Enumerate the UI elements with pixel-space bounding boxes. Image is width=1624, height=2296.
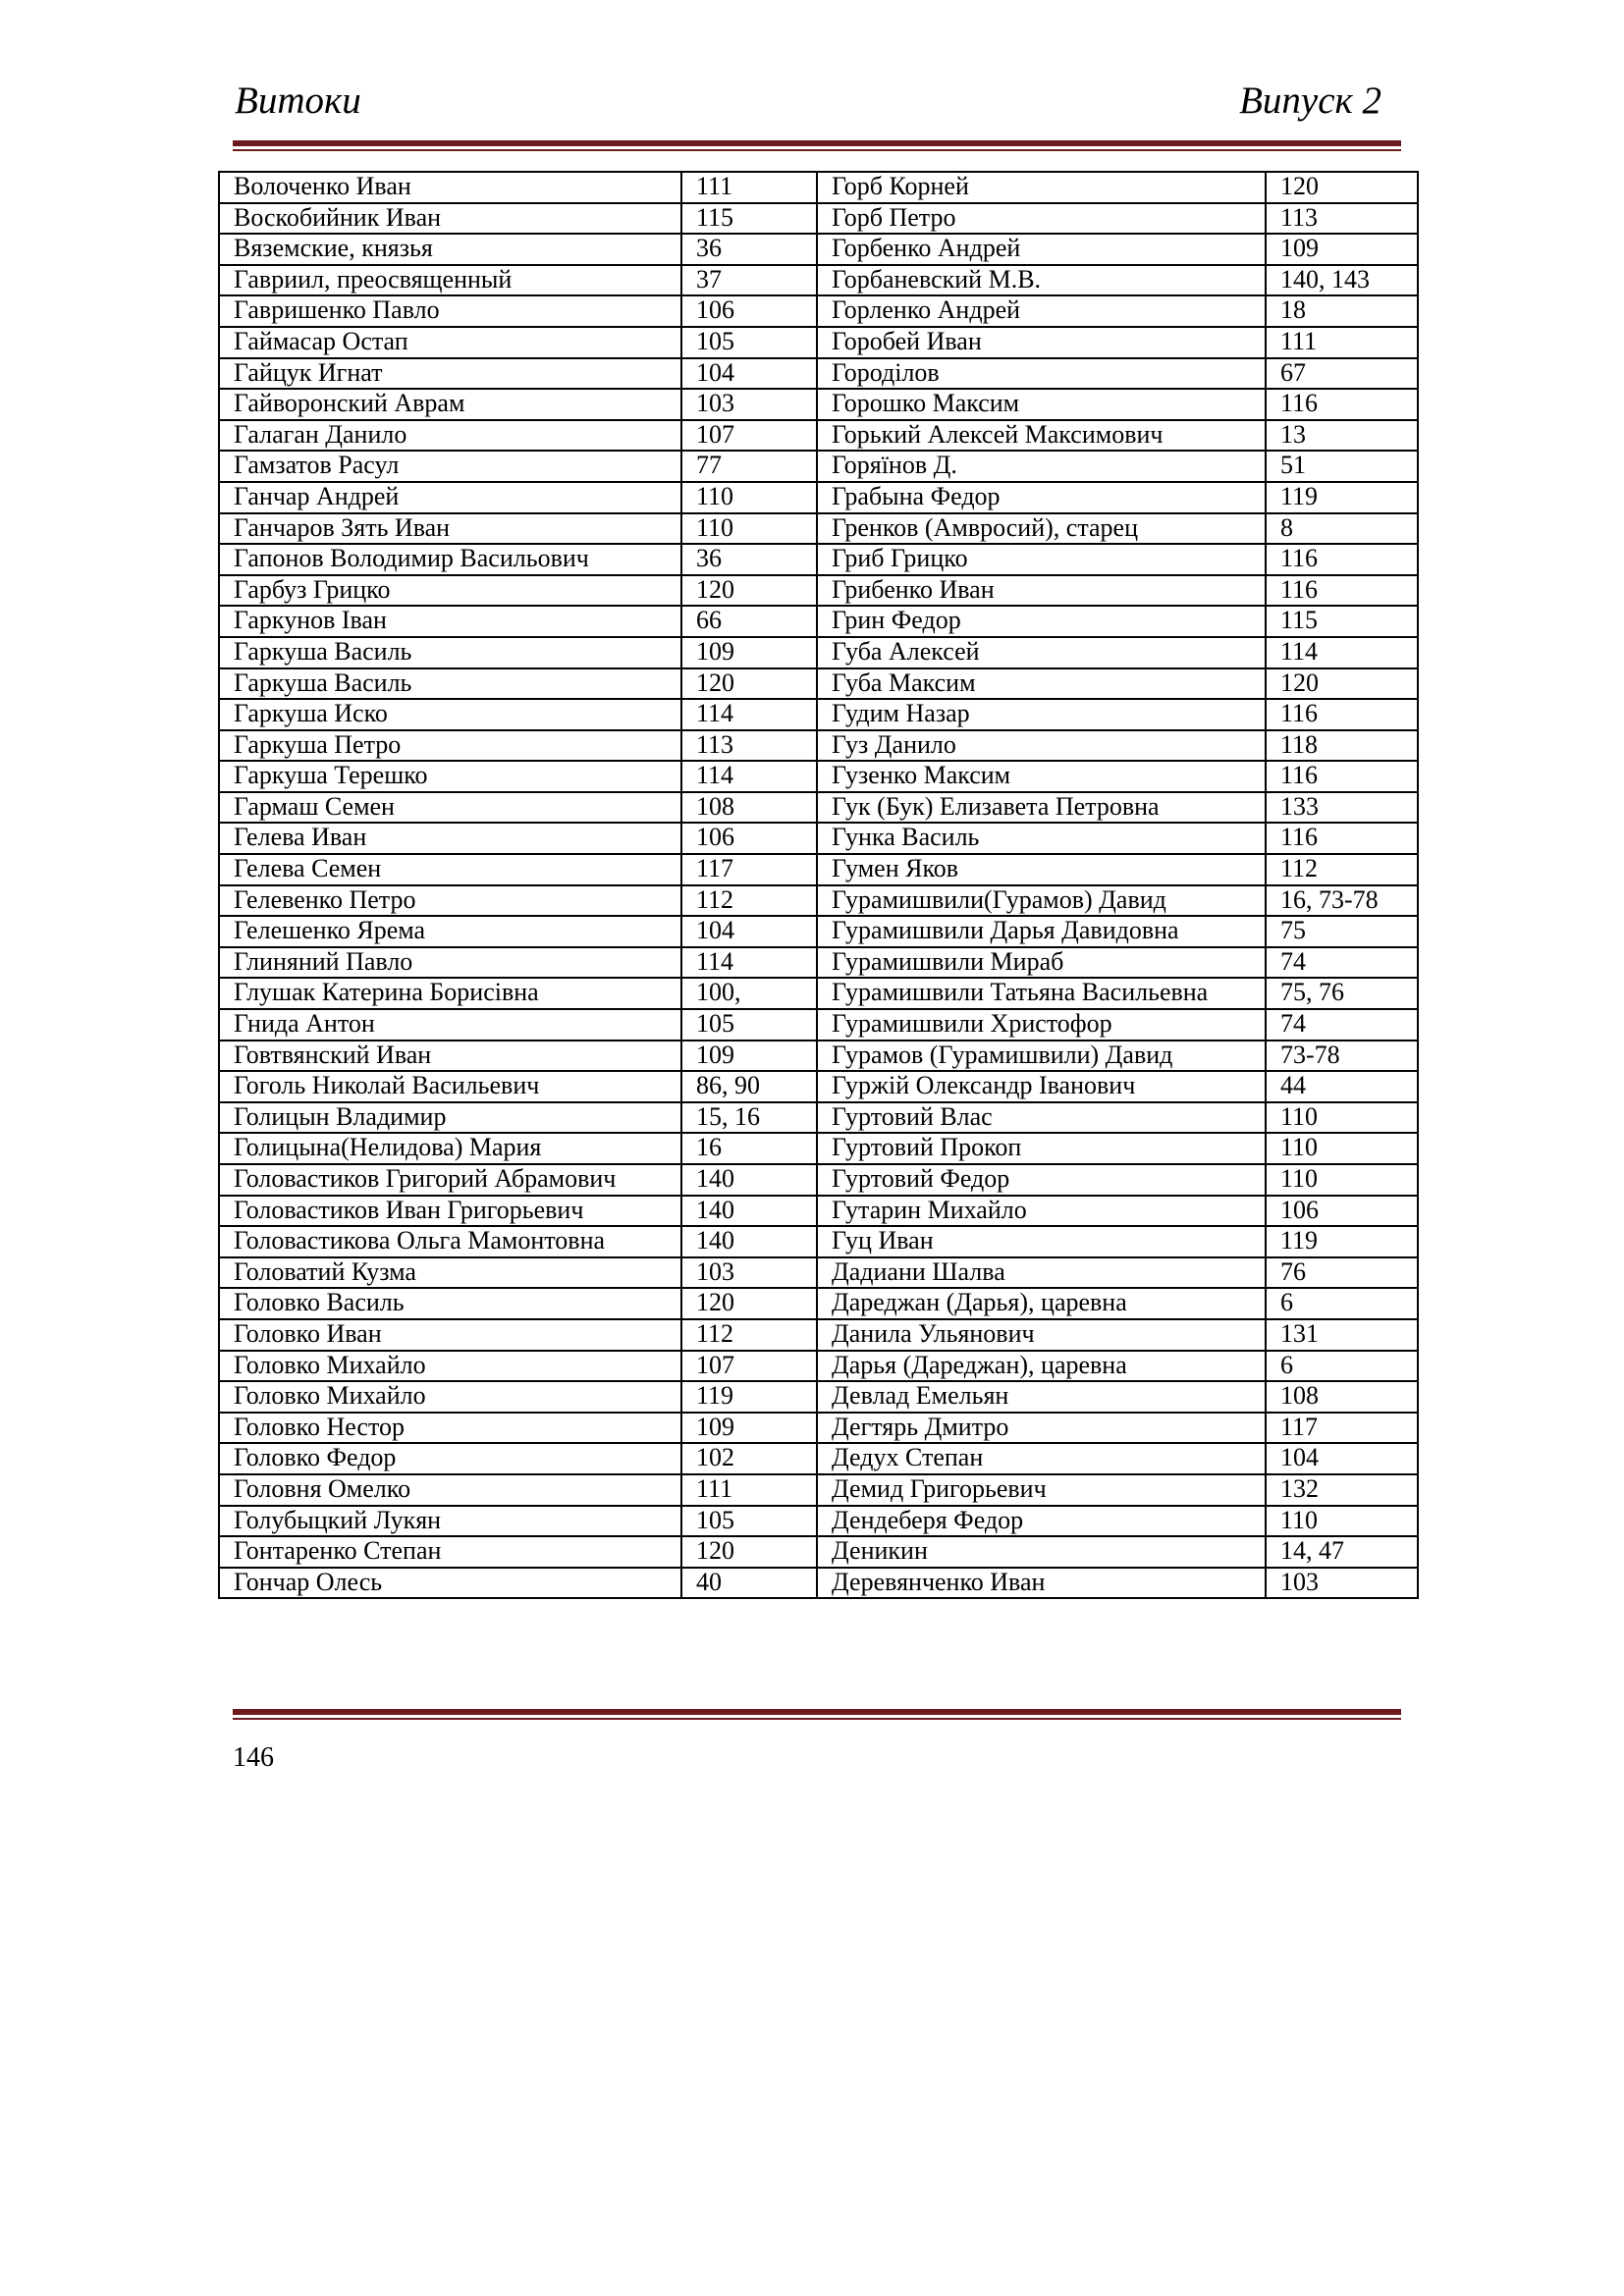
name-right-cell: Гурамишвили Мираб: [817, 947, 1266, 979]
pages-left-cell: 110: [681, 482, 817, 513]
name-right-cell: Губа Алексей: [817, 637, 1266, 668]
name-right-cell: Гуртовий Влас: [817, 1102, 1266, 1134]
pages-left-cell: 37: [681, 265, 817, 296]
table-row: [219, 544, 1418, 575]
name-left-cell: Гончар Олесь: [219, 1568, 681, 1599]
pages-right-cell: 103: [1266, 1568, 1418, 1599]
pages-right-cell: 116: [1266, 575, 1418, 607]
pages-left-cell: 115: [681, 203, 817, 235]
pages-right-cell: 132: [1266, 1474, 1418, 1506]
table-row: [219, 1164, 1418, 1196]
pages-left-cell: 86, 90: [681, 1071, 817, 1102]
pages-right-cell: 106: [1266, 1196, 1418, 1227]
pages-right-cell: 76: [1266, 1257, 1418, 1289]
name-left-cell: Гавриил, преосвященный: [219, 265, 681, 296]
name-index-table: [218, 171, 1419, 1599]
pages-left-cell: 40: [681, 1568, 817, 1599]
pages-left-cell: 102: [681, 1443, 817, 1474]
name-left-cell: Говтвянский Иван: [219, 1041, 681, 1072]
pages-left-cell: 111: [681, 1474, 817, 1506]
pages-right-cell: 16, 73-78: [1266, 885, 1418, 917]
name-left-cell: Гелешенко Ярема: [219, 916, 681, 947]
name-left-cell: Волоченко Иван: [219, 172, 681, 203]
name-left-cell: Гоголь Николай Васильевич: [219, 1071, 681, 1102]
pages-right-cell: 113: [1266, 203, 1418, 235]
pages-left-cell: 105: [681, 1009, 817, 1041]
pages-left-cell: 120: [681, 668, 817, 700]
pages-right-cell: 111: [1266, 327, 1418, 358]
name-right-cell: Гурамишвили Христофор: [817, 1009, 1266, 1041]
pages-right-cell: 74: [1266, 947, 1418, 979]
table-row: [219, 699, 1418, 730]
table-row: [219, 358, 1418, 390]
name-left-cell: Голубыцкий Лукян: [219, 1506, 681, 1537]
pages-right-cell: 67: [1266, 358, 1418, 390]
pages-left-cell: 114: [681, 947, 817, 979]
name-index-body: [219, 172, 1418, 1598]
name-right-cell: Дареджан (Дарья), царевна: [817, 1288, 1266, 1319]
pages-left-cell: 105: [681, 327, 817, 358]
table-row: [219, 1133, 1418, 1164]
name-right-cell: Гуз Данило: [817, 730, 1266, 762]
table-row: [219, 389, 1418, 420]
name-left-cell: Головко Михайло: [219, 1381, 681, 1413]
table-row: [219, 637, 1418, 668]
name-left-cell: Гапонов Володимир Васильович: [219, 544, 681, 575]
table-row: [219, 792, 1418, 824]
pages-left-cell: 113: [681, 730, 817, 762]
table-row: [219, 1102, 1418, 1134]
name-right-cell: Гутарин Михайло: [817, 1196, 1266, 1227]
pages-left-cell: 111: [681, 172, 817, 203]
table-row: [219, 482, 1418, 513]
name-left-cell: Гнида Антон: [219, 1009, 681, 1041]
table-row: [219, 1506, 1418, 1537]
name-right-cell: Грин Федор: [817, 606, 1266, 637]
name-right-cell: Гумен Яков: [817, 854, 1266, 885]
table-row: [219, 1413, 1418, 1444]
name-left-cell: Головастиков Григорий Абрамович: [219, 1164, 681, 1196]
name-right-cell: Гренков (Амвросий), старец: [817, 513, 1266, 545]
name-right-cell: Гудим Назар: [817, 699, 1266, 730]
name-right-cell: Дарья (Дареджан), царевна: [817, 1351, 1266, 1382]
pages-right-cell: 74: [1266, 1009, 1418, 1041]
name-right-cell: Гуржій Олександр Іванович: [817, 1071, 1266, 1102]
table-row: [219, 1319, 1418, 1351]
name-left-cell: Гаркунов Іван: [219, 606, 681, 637]
name-right-cell: Горяїнов Д.: [817, 451, 1266, 482]
name-left-cell: Гаркуша Василь: [219, 637, 681, 668]
name-left-cell: Гарбуз Грицко: [219, 575, 681, 607]
table-row: [219, 1443, 1418, 1474]
name-left-cell: Головатий Кузма: [219, 1257, 681, 1289]
pages-left-cell: 109: [681, 1413, 817, 1444]
name-right-cell: Гуц Иван: [817, 1226, 1266, 1257]
name-left-cell: Гайворонский Аврам: [219, 389, 681, 420]
pages-right-cell: 114: [1266, 637, 1418, 668]
name-left-cell: Гаймасар Остап: [219, 327, 681, 358]
pages-right-cell: 51: [1266, 451, 1418, 482]
table-row: [219, 575, 1418, 607]
name-right-cell: Гуртовий Прокоп: [817, 1133, 1266, 1164]
name-right-cell: Гук (Бук) Елизавета Петровна: [817, 792, 1266, 824]
pages-left-cell: 112: [681, 885, 817, 917]
pages-left-cell: 110: [681, 513, 817, 545]
name-right-cell: Гурамишвили(Гурамов) Давид: [817, 885, 1266, 917]
name-right-cell: Деникин: [817, 1536, 1266, 1568]
name-right-cell: Грабына Федор: [817, 482, 1266, 513]
table-row: [219, 265, 1418, 296]
name-right-cell: Дадиани Шалва: [817, 1257, 1266, 1289]
name-left-cell: Ганчар Андрей: [219, 482, 681, 513]
name-left-cell: Гелева Семен: [219, 854, 681, 885]
name-right-cell: Городілов: [817, 358, 1266, 390]
issue-label: Випуск 2: [1239, 80, 1381, 122]
table-row: [219, 668, 1418, 700]
pages-left-cell: 117: [681, 854, 817, 885]
pages-right-cell: 110: [1266, 1133, 1418, 1164]
page-number: 146: [233, 1742, 274, 1773]
pages-right-cell: 75: [1266, 916, 1418, 947]
table-row: [219, 451, 1418, 482]
header-divider: [233, 140, 1401, 151]
name-left-cell: Головко Иван: [219, 1319, 681, 1351]
table-row: [219, 513, 1418, 545]
name-left-cell: Гайцук Игнат: [219, 358, 681, 390]
table-row: [219, 327, 1418, 358]
pages-right-cell: 110: [1266, 1164, 1418, 1196]
name-left-cell: Вяземские, князья: [219, 234, 681, 265]
pages-left-cell: 120: [681, 1288, 817, 1319]
table-row: [219, 295, 1418, 327]
pages-left-cell: 107: [681, 420, 817, 452]
name-left-cell: Гаркуша Иско: [219, 699, 681, 730]
pages-right-cell: 116: [1266, 389, 1418, 420]
pages-left-cell: 36: [681, 544, 817, 575]
pages-right-cell: 116: [1266, 761, 1418, 792]
name-left-cell: Гаркуша Петро: [219, 730, 681, 762]
pages-left-cell: 114: [681, 761, 817, 792]
table-row: [219, 1041, 1418, 1072]
name-right-cell: Грибенко Иван: [817, 575, 1266, 607]
pages-left-cell: 103: [681, 389, 817, 420]
pages-left-cell: 66: [681, 606, 817, 637]
name-right-cell: Горб Петро: [817, 203, 1266, 235]
pages-left-cell: 120: [681, 1536, 817, 1568]
table-row: [219, 420, 1418, 452]
pages-right-cell: 6: [1266, 1351, 1418, 1382]
name-right-cell: Гурамишвили Дарья Давидовна: [817, 916, 1266, 947]
pages-right-cell: 119: [1266, 1226, 1418, 1257]
name-right-cell: Демид Григорьевич: [817, 1474, 1266, 1506]
pages-right-cell: 110: [1266, 1506, 1418, 1537]
pages-left-cell: 140: [681, 1196, 817, 1227]
pages-left-cell: 100,: [681, 978, 817, 1009]
name-right-cell: Гриб Грицко: [817, 544, 1266, 575]
pages-right-cell: 73-78: [1266, 1041, 1418, 1072]
pages-left-cell: 119: [681, 1381, 817, 1413]
footer-divider: [233, 1709, 1401, 1720]
name-right-cell: Губа Максим: [817, 668, 1266, 700]
name-left-cell: Гамзатов Расул: [219, 451, 681, 482]
pages-right-cell: 131: [1266, 1319, 1418, 1351]
name-left-cell: Глушак Катерина Борисівна: [219, 978, 681, 1009]
name-right-cell: Дедух Степан: [817, 1443, 1266, 1474]
table-row: [219, 761, 1418, 792]
name-right-cell: Девлад Емельян: [817, 1381, 1266, 1413]
name-right-cell: Гуртовий Федор: [817, 1164, 1266, 1196]
pages-left-cell: 106: [681, 823, 817, 854]
name-right-cell: Гурамов (Гурамишвили) Давид: [817, 1041, 1266, 1072]
pages-left-cell: 114: [681, 699, 817, 730]
name-right-cell: Горький Алексей Максимович: [817, 420, 1266, 452]
name-left-cell: Гавришенко Павло: [219, 295, 681, 327]
name-left-cell: Глиняний Павло: [219, 947, 681, 979]
pages-right-cell: 112: [1266, 854, 1418, 885]
name-left-cell: Голицына(Нелидова) Мария: [219, 1133, 681, 1164]
table-row: [219, 1071, 1418, 1102]
pages-right-cell: 115: [1266, 606, 1418, 637]
name-left-cell: Воскобийник Иван: [219, 203, 681, 235]
name-left-cell: Галаган Данило: [219, 420, 681, 452]
name-left-cell: Голицын Владимир: [219, 1102, 681, 1134]
pages-right-cell: 116: [1266, 544, 1418, 575]
pages-left-cell: 109: [681, 1041, 817, 1072]
name-right-cell: Горленко Андрей: [817, 295, 1266, 327]
pages-right-cell: 44: [1266, 1071, 1418, 1102]
pages-right-cell: 120: [1266, 668, 1418, 700]
pages-right-cell: 8: [1266, 513, 1418, 545]
table-row: [219, 1536, 1418, 1568]
pages-left-cell: 106: [681, 295, 817, 327]
name-left-cell: Головко Нестор: [219, 1413, 681, 1444]
pages-right-cell: 18: [1266, 295, 1418, 327]
pages-left-cell: 112: [681, 1319, 817, 1351]
name-left-cell: Головко Федор: [219, 1443, 681, 1474]
name-left-cell: Ганчаров Зять Иван: [219, 513, 681, 545]
table-row: [219, 1009, 1418, 1041]
name-right-cell: Гузенко Максим: [817, 761, 1266, 792]
pages-right-cell: 133: [1266, 792, 1418, 824]
name-left-cell: Головня Омелко: [219, 1474, 681, 1506]
table-row: [219, 234, 1418, 265]
pages-left-cell: 104: [681, 916, 817, 947]
pages-right-cell: 116: [1266, 823, 1418, 854]
name-right-cell: Деревянченко Иван: [817, 1568, 1266, 1599]
pages-left-cell: 120: [681, 575, 817, 607]
table-row: [219, 730, 1418, 762]
name-right-cell: Дегтярь Дмитро: [817, 1413, 1266, 1444]
table-row: [219, 1568, 1418, 1599]
pages-right-cell: 14, 47: [1266, 1536, 1418, 1568]
name-left-cell: Гаркуша Терешко: [219, 761, 681, 792]
pages-left-cell: 109: [681, 637, 817, 668]
name-right-cell: Горбаневский М.В.: [817, 265, 1266, 296]
pages-right-cell: 118: [1266, 730, 1418, 762]
pages-left-cell: 108: [681, 792, 817, 824]
name-right-cell: Данила Ульянович: [817, 1319, 1266, 1351]
table-row: [219, 606, 1418, 637]
name-left-cell: Гармаш Семен: [219, 792, 681, 824]
name-left-cell: Гаркуша Василь: [219, 668, 681, 700]
name-right-cell: Горбенко Андрей: [817, 234, 1266, 265]
name-right-cell: Гунка Василь: [817, 823, 1266, 854]
name-right-cell: Горобей Иван: [817, 327, 1266, 358]
name-left-cell: Гелева Иван: [219, 823, 681, 854]
table-row: [219, 978, 1418, 1009]
table-row: [219, 1351, 1418, 1382]
pages-left-cell: 36: [681, 234, 817, 265]
name-right-cell: Гурамишвили Татьяна Васильевна: [817, 978, 1266, 1009]
table-row: [219, 947, 1418, 979]
name-left-cell: Гонтаренко Степан: [219, 1536, 681, 1568]
pages-left-cell: 103: [681, 1257, 817, 1289]
pages-right-cell: 109: [1266, 234, 1418, 265]
name-left-cell: Гелевенко Петро: [219, 885, 681, 917]
pages-left-cell: 15, 16: [681, 1102, 817, 1134]
table-row: [219, 1226, 1418, 1257]
pages-right-cell: 110: [1266, 1102, 1418, 1134]
pages-right-cell: 6: [1266, 1288, 1418, 1319]
pages-left-cell: 140: [681, 1164, 817, 1196]
journal-title: Витоки: [235, 80, 361, 122]
table-row: [219, 854, 1418, 885]
running-header: [233, 77, 1381, 135]
table-row: [219, 172, 1418, 203]
table-row: [219, 885, 1418, 917]
name-left-cell: Головко Михайло: [219, 1351, 681, 1382]
name-left-cell: Головастиков Иван Григорьевич: [219, 1196, 681, 1227]
pages-left-cell: 105: [681, 1506, 817, 1537]
pages-left-cell: 104: [681, 358, 817, 390]
pages-right-cell: 108: [1266, 1381, 1418, 1413]
pages-right-cell: 75, 76: [1266, 978, 1418, 1009]
pages-left-cell: 140: [681, 1226, 817, 1257]
table-row: [219, 203, 1418, 235]
pages-left-cell: 107: [681, 1351, 817, 1382]
name-left-cell: Головко Василь: [219, 1288, 681, 1319]
pages-left-cell: 77: [681, 451, 817, 482]
pages-right-cell: 120: [1266, 172, 1418, 203]
pages-right-cell: 104: [1266, 1443, 1418, 1474]
pages-right-cell: 117: [1266, 1413, 1418, 1444]
table-row: [219, 916, 1418, 947]
name-right-cell: Горошко Максим: [817, 389, 1266, 420]
name-left-cell: Головастикова Ольга Мамонтовна: [219, 1226, 681, 1257]
table-row: [219, 823, 1418, 854]
pages-right-cell: 119: [1266, 482, 1418, 513]
pages-right-cell: 116: [1266, 699, 1418, 730]
table-row: [219, 1288, 1418, 1319]
table-row: [219, 1196, 1418, 1227]
pages-left-cell: 16: [681, 1133, 817, 1164]
table-row: [219, 1257, 1418, 1289]
table-row: [219, 1474, 1418, 1506]
name-right-cell: Дендеберя Федор: [817, 1506, 1266, 1537]
pages-right-cell: 140, 143: [1266, 265, 1418, 296]
table-row: [219, 1381, 1418, 1413]
pages-right-cell: 13: [1266, 420, 1418, 452]
name-right-cell: Горб Корней: [817, 172, 1266, 203]
